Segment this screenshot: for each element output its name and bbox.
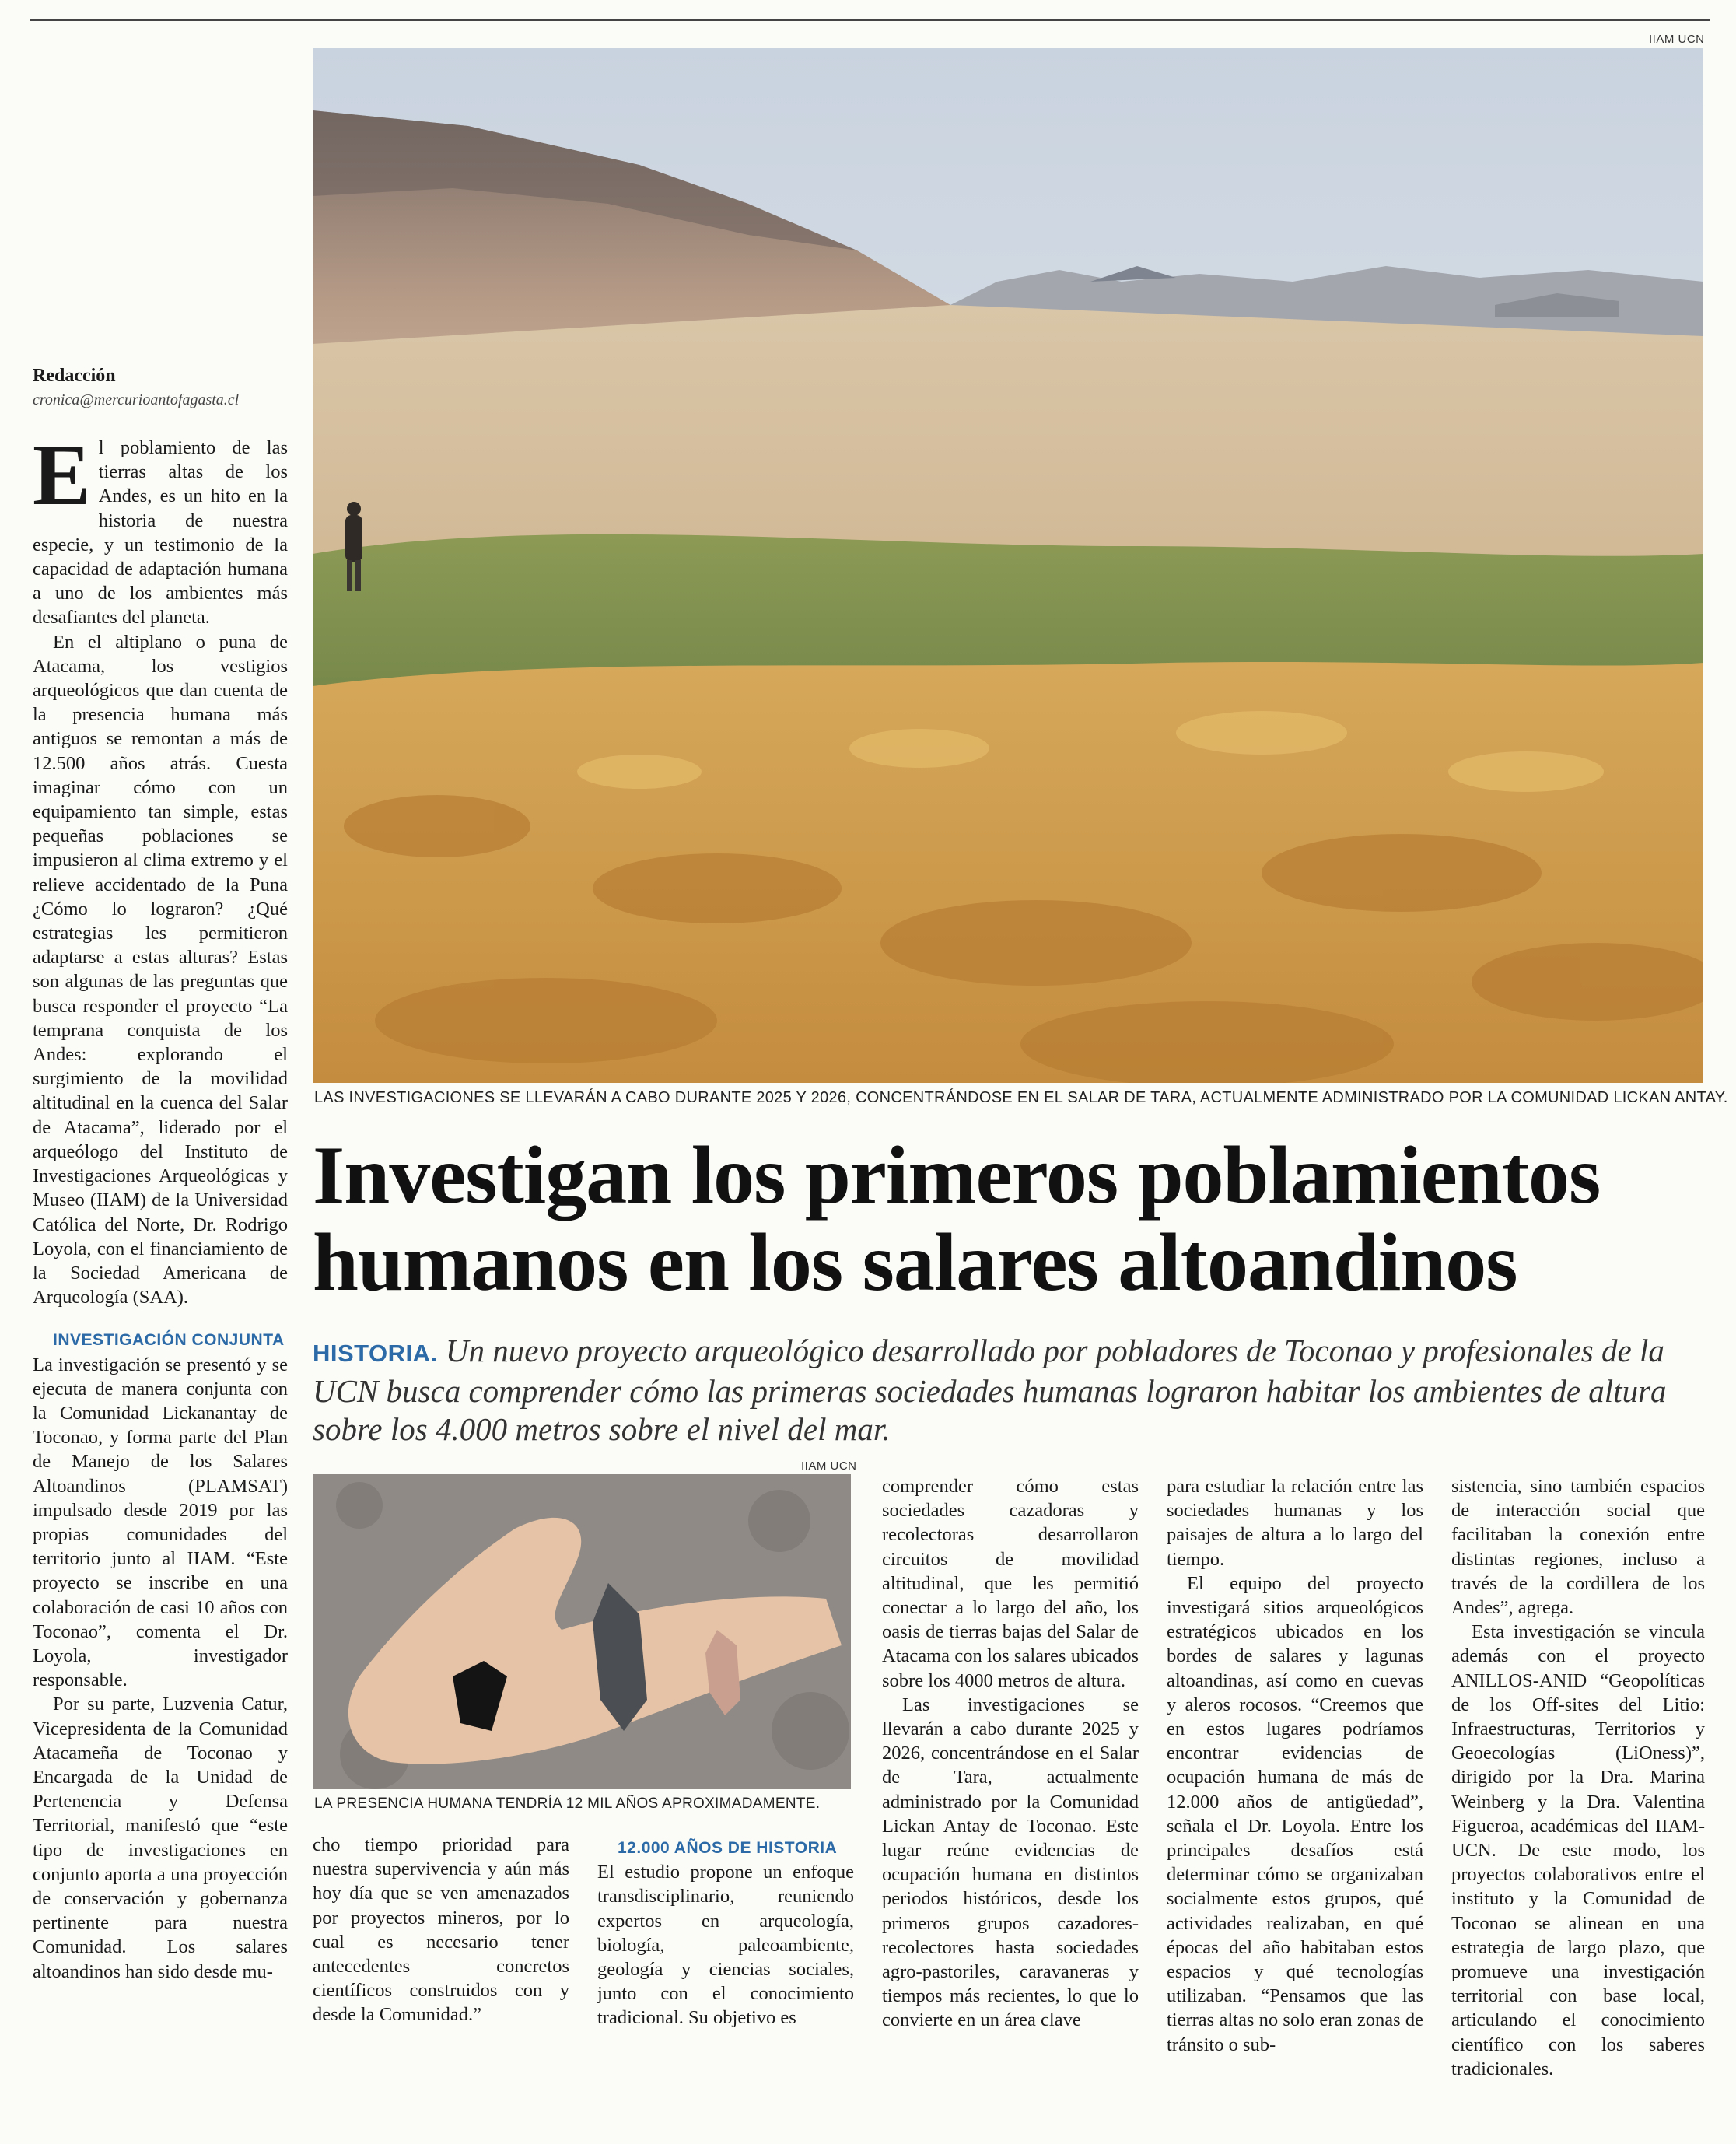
lead-kicker: HISTORIA. (313, 1340, 438, 1367)
subhead-12000-anos: 12.000 AÑOS DE HISTORIA (618, 1839, 838, 1857)
column-1 (33, 427, 288, 1984)
column-5 (1167, 1474, 1423, 2057)
col1-p1-text: l poblamiento de las tierras altas de los Andes, es un hito en la historia de nuestra especie, y un testimonio de la capacidad de adaptación humana a uno de los ambientes más desafiantes del planeta. (33, 437, 288, 629)
col1-paragraph-2: En el altiplano o puna de Atacama, los vestigios arqueológicos que dan cuenta de la presencia humana más antiguos se remontan a más de 12.500 años atrás. Cuesta imaginar cómo con un equipamiento tan simple, estas pequeñas poblaciones se impusieron al clima extremo y el relieve accidentado de la Puna ¿Cómo lo lograron? ¿Qué estrategias les permitieron adaptarse a estas alturas? Estas son algunas de las preguntas que busca responder el proyecto “La temprana conquista de los Andes: explorando el surgimiento de la movilidad altitudinal en la cuenca del Salar de Atacama”, liderado por el arqueólogo del Instituto de Investigaciones Arqueológicas y Museo (IIAM) de la Universidad Católica del Norte, Dr. Rodrigo Loyola, con el financiamiento de la Sociedad Americana de Arqueología (SAA). (33, 631, 288, 1308)
headline (313, 1132, 1713, 1306)
col5-paragraph-2: El equipo del proyecto investigará sitios arqueológicos estratégicos ubicados en los bordes de salares y lagunas altoandinas, así como en cuevas y aleros rocosos. “Creemos que en estos lugares podríamos encontrar evidencias de ocupación humana de más de 12.000 años de antigüedad”, señala el Dr. Loyola. Entre los principales desafíos está determinar cómo se organizaban socialmente estos grupos, qué actividades realizaban, en qué épocas del año habitaban estos espacios y qué tecnologías utilizaban. “Pensamos que las tierras altas no solo eran zonas de tránsito o sub- (1167, 1572, 1423, 2055)
top-rule (30, 19, 1710, 21)
byline-name: Redacción (33, 366, 116, 386)
drop-cap: E (33, 427, 91, 524)
byline-email: cronica@mercurioantofagasta.cl (33, 391, 240, 408)
main-photo-salar-landscape (313, 48, 1703, 1083)
small-photo-caption: LA PRESENCIA HUMANA TENDRÍA 12 MIL AÑOS APROXIMADAMENTE. (314, 1795, 821, 1812)
column-3 (597, 1836, 854, 2030)
col1-paragraph-3: La investigación se presentó y se ejecuta de manera conjunta con la Comunidad Lickanantay de Toconao, y forma parte del Plan de Manejo de los Salares Altoandinos (PLAMSAT) impulsado desde 2019 por las propias comunidades del territorio junto al IIAM. “Este proyecto se inscribe en una colaboración de casi 10 años con Toconao”, comenta el Dr. Loyola, investigador responsable. (33, 1354, 288, 1691)
byline (33, 366, 239, 409)
column-6 (1451, 1474, 1705, 2081)
col4-paragraph-1: comprender cómo estas sociedades cazadoras y recolectoras desarrollaron circuitos de movilidad altitudinal, que les permitió conectar a lo largo del año, los oasis de tierras bajas del Salar de Atacama con los salares ubicados sobre los 4000 metros de altura. (882, 1476, 1139, 1691)
headline-line-2: humanos en los salares altoandinos (313, 1217, 1517, 1308)
main-photo-credit: IIAM UCN (1649, 33, 1705, 46)
col1-paragraph-4: Por su parte, Luzvenia Catur, Vicepresidenta de la Comunidad Atacameña de Toconao y Encargada de la Unidad de Pertenencia y Defensa Territorial, manifestó que “este tipo de investigaciones en conjunto aporta a una proyección de conservación y gobernanza pertinente para nuestra Comunidad. Los salares altoandinos han sido desde mu- (33, 1694, 288, 1982)
small-photo-credit: IIAM UCN (801, 1459, 857, 1473)
col5-paragraph-1: para estudiar la relación entre las sociedades humanas y los paisajes de altura a lo largo del tiempo. (1167, 1476, 1423, 1570)
col3-paragraph-1: El estudio propone un enfoque transdisciplinario, reuniendo expertos en arqueología, biología, paleoambiente, geología y ciencias sociales, junto con el conocimiento tradicional. Su objetivo es (597, 1862, 854, 2029)
col2b-paragraph-1: cho tiempo prioridad para nuestra supervivencia y aún más hoy día que se ven amenazados por proyectos mineros, por lo cual es necesario tener antecedentes concretos científicos construidos con y desde la Comunidad.” (313, 1834, 569, 2026)
small-photo-stone-tools (313, 1474, 851, 1789)
column-2-bottom (313, 1833, 569, 2027)
column-4 (882, 1474, 1139, 2033)
col4-paragraph-2: Las investigaciones se llevarán a cabo durante 2025 y 2026, concentrándose en el Salar de Tara, actualmente administrado por la Comunidad Lickan Antay de Toconao. Este lugar reúne evidencias de ocupación humana en distintos periodos históricos, desde los primeros grupos cazadores-recolectores hasta sociedades agro-pastoriles, caravaneras y tiempos más recientes, lo que lo convierte en un área clave (882, 1694, 1139, 2031)
subhead-investigacion-conjunta: INVESTIGACIÓN CONJUNTA (53, 1331, 285, 1350)
col6-paragraph-2: Esta investigación se vincula además con el proyecto ANILLOS-ANID “Geopolíticas de los Off-sites del Litio: Infraestructuras, Territorios y Geoecologías (LiOness)”, dirigido por la Dra. Marina Weinberg y la Dra. Valentina Figueroa, académicas del IIAM-UCN. De este modo, los proyectos colaborativos entre el instituto y la Comunidad de Toconao se alinean en una estrategia de largo plazo, que promueve una investigación territorial con base local, articulando el conocimiento científico con los saberes tradicionales. (1451, 1621, 1705, 2079)
col1-paragraph-1 (33, 427, 288, 630)
lead-text: Un nuevo proyecto arqueológico desarrollado por pobladores de Toconao y profesionales de la UCN busca comprender cómo las primeras sociedades humanas lograron habitar los ambientes de altura sobre los 4.000 metros sobre el nivel del mar. (313, 1333, 1667, 1447)
main-photo-caption: LAS INVESTIGACIONES SE LLEVARÁN A CABO DURANTE 2025 Y 2026, CONCENTRÁNDOSE EN EL SALAR DE TARA, ACTUALMENTE ADMINISTRADO POR LA COMUNIDAD LICKAN ANTAY. (314, 1089, 1728, 1106)
headline-line-1: Investigan los primeros poblamientos (313, 1130, 1601, 1221)
col6-paragraph-1: sistencia, sino también espacios de interacción social que facilitaban la conexión entre distintas regiones, incluso a través de la cordillera de los Andes”, agrega. (1451, 1476, 1705, 1619)
lead-paragraph (313, 1332, 1705, 1449)
